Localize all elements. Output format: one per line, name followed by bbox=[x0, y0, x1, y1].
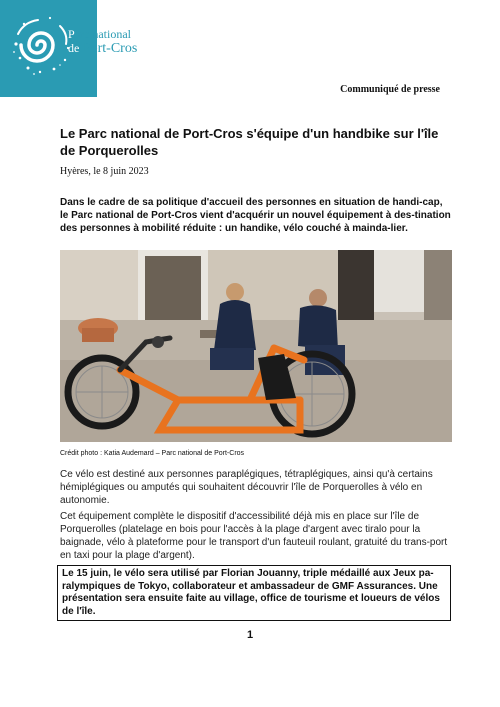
spiral-logo-icon bbox=[10, 14, 72, 76]
logo-text-prefix: de bbox=[68, 41, 80, 55]
handbike-photo bbox=[60, 250, 452, 442]
logo-text-line1: arc national bbox=[74, 27, 131, 41]
paragraph-2: Cet équipement complète le dispositif d'accessibilité déjà mis en place sur l'île de Porquerolles (platelage en bois pour l'accès à la plage d'argent avec tiralo pour la baignade, vélo à plateforme pour le transport d'un fauteuil roulant, gratuité du trans-port en taxi pour la plage d'argent). bbox=[60, 511, 448, 561]
article-title: Le Parc national de Port-Cros s'équipe d'un handbike sur l'île de Porquerolles bbox=[60, 126, 439, 158]
logo-wordmark bbox=[68, 27, 137, 56]
page-number: 1 bbox=[246, 629, 254, 641]
boxed-announcement: Le 15 juin, le vélo sera utilisé par Florian Jouanny, triple médaillé aux Jeux pa-ralympiques de Tokyo, collaborateur et ambassadeur de GMF Assurances. Une présentation sera ensuite faite au village, office de tourisme et loueurs de vélos de l'île. bbox=[57, 565, 451, 621]
press-release-label: Communiqué de presse bbox=[340, 84, 440, 95]
logo-text-initial: P bbox=[68, 27, 75, 41]
paragraph-1: Ce vélo est destiné aux personnes paraplégiques, tétraplégiques, ainsi qu'à certains hémiplégiques ou amputés qui souhaitent découvrir l'île de Porquerolles à vélo en autonomie. bbox=[60, 469, 433, 506]
article-dateline: Hyères, le 8 juin 2023 bbox=[60, 166, 149, 177]
article-lead: Dans le cadre de sa politique d'accueil des personnes en situation de handi-cap, le Parc national de Port-Cros vient d'acquérir un nouvel équipement à des-tination des personnes à mobilité réduite : un handike, vélo couché à mainda-lier. bbox=[60, 197, 451, 234]
photo-caption: Crédit photo : Katia Audemard – Parc national de Port-Cros bbox=[60, 450, 245, 457]
logo-text-line2: Port-Cros bbox=[79, 41, 138, 56]
